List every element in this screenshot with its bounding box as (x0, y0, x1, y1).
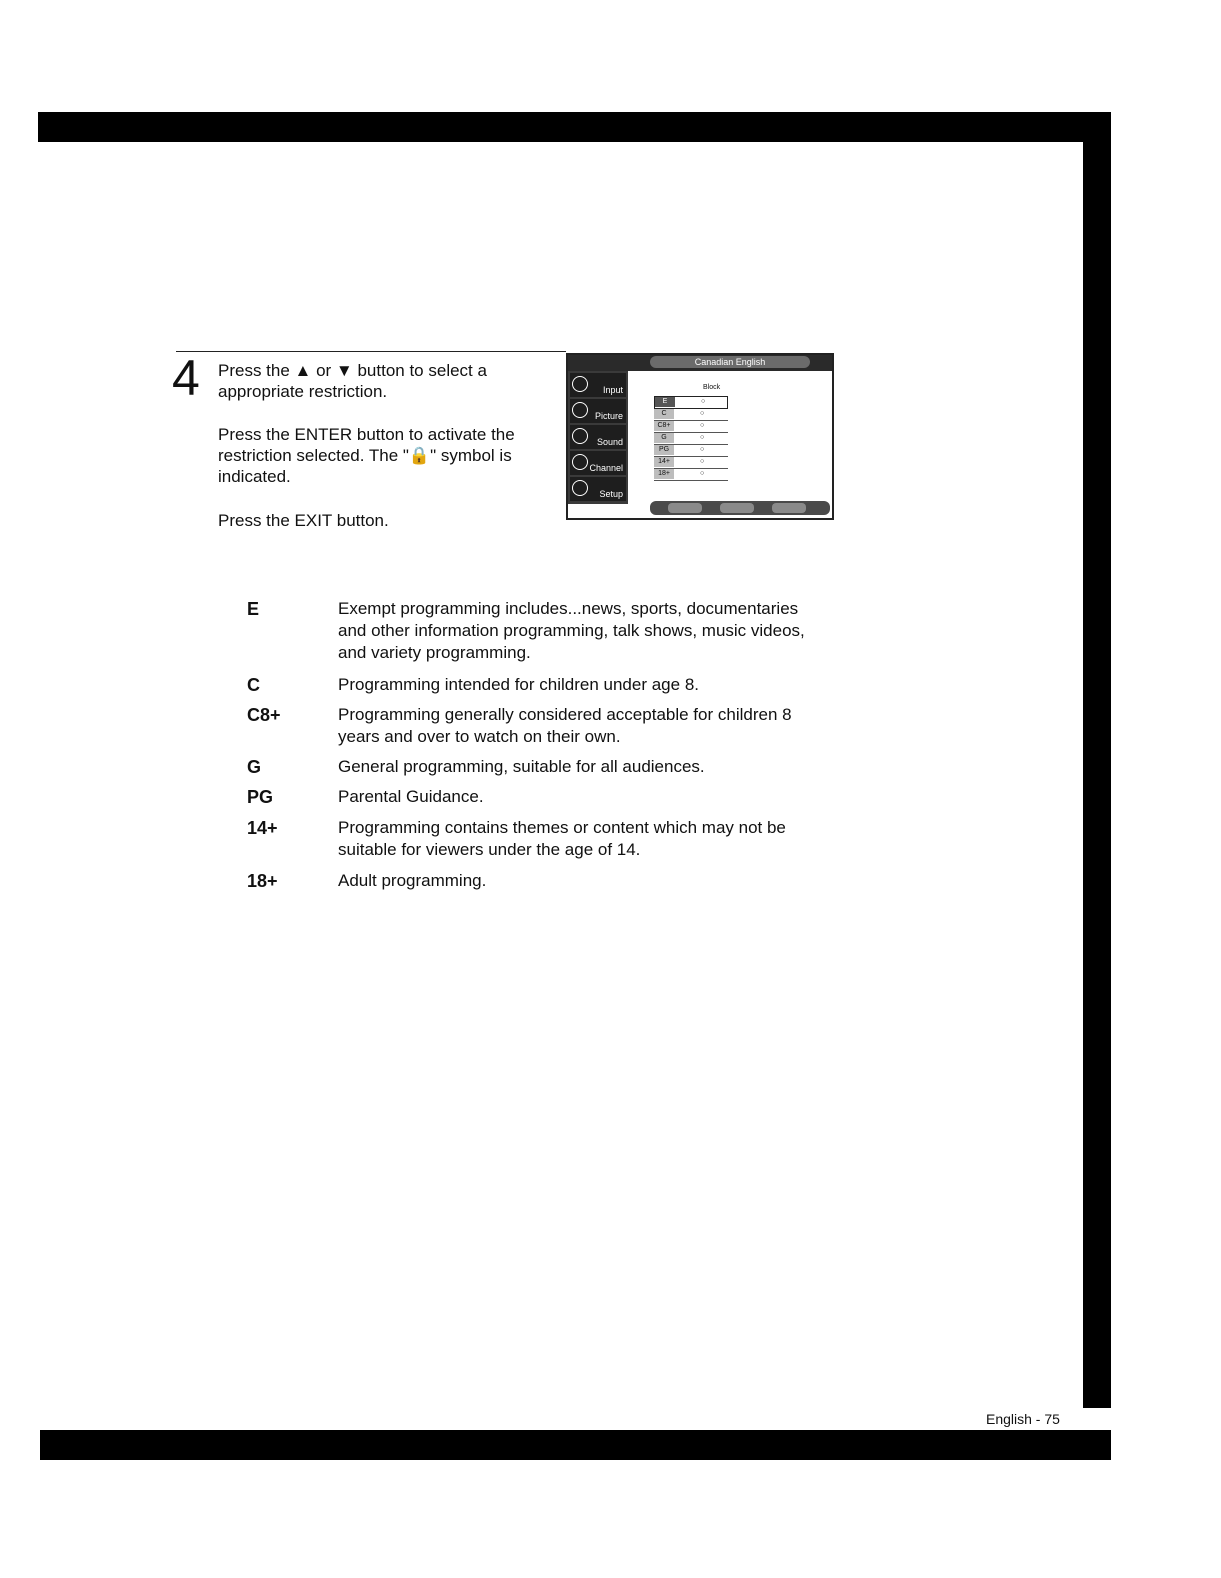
step-instruction-exit: Press the EXIT button. (218, 511, 389, 530)
rating-code-pg: PG (247, 787, 274, 807)
step-divider (176, 351, 566, 352)
lock-icon: ○ (700, 446, 705, 453)
rating-desc-18: Adult programming. (338, 871, 487, 890)
osd-menu-setup: Setup (570, 477, 626, 501)
osd-rating-row: 18+ ○ (654, 469, 728, 481)
osd-menu-channel: Channel (570, 451, 626, 475)
right-border-bar (1083, 112, 1111, 1408)
input-icon (572, 376, 588, 392)
setup-icon (572, 480, 588, 496)
rating-code-18: 18+ (247, 871, 278, 891)
rating-desc-c8: Programming generally considered acceptable for children 8 years and over to watch on their own. (338, 705, 792, 746)
bottom-border-bar (40, 1430, 1111, 1460)
osd-rating-row: G ○ (654, 433, 728, 445)
rating-code-g: G (247, 757, 262, 777)
osd-sidebar (568, 371, 628, 504)
osd-rating-row: E ○ (654, 396, 728, 409)
page-number: English - 75 (986, 1411, 1060, 1427)
rating-code-c8: C8+ (247, 705, 281, 725)
step-instruction-select: Press the ▲ or ▼ button to select a appropriate restriction. (218, 361, 487, 401)
rating-code-c: C (247, 675, 260, 695)
step-instruction-enter: Press the ENTER button to activate the restriction selected. The "🔒" symbol is indicated. (218, 425, 515, 486)
lock-icon: ○ (700, 458, 705, 465)
lock-icon: ○ (700, 410, 705, 417)
step-number: 4 (172, 350, 200, 406)
osd-footer-return (772, 503, 806, 513)
channel-icon (572, 454, 588, 470)
lock-icon: ○ (700, 470, 705, 477)
osd-rating-row: PG ○ (654, 445, 728, 457)
osd-footer-bar (650, 501, 830, 515)
osd-column-header: Block (703, 384, 721, 391)
osd-title: Canadian English (650, 356, 810, 368)
osd-title-bar (568, 355, 832, 371)
lock-icon: ○ (700, 422, 705, 429)
rating-desc-pg: Parental Guidance. (338, 787, 484, 806)
rating-code-14: 14+ (247, 818, 278, 838)
sound-icon (572, 428, 588, 444)
rating-desc-14: Programming contains themes or content which may not be suitable for viewers under the age of 14. (338, 818, 786, 859)
top-border-bar (38, 112, 1111, 142)
lock-icon: ○ (701, 398, 706, 405)
osd-rating-row: C ○ (654, 409, 728, 421)
rating-desc-g: General programming, suitable for all audiences. (338, 757, 705, 776)
rating-code-e: E (247, 599, 260, 619)
picture-icon (572, 402, 588, 418)
rating-desc-c: Programming intended for children under age 8. (338, 675, 699, 694)
osd-footer-enter (720, 503, 754, 513)
lock-icon: ○ (700, 434, 705, 441)
osd-menu-sound: Sound (570, 425, 626, 449)
tv-menu-screenshot (566, 353, 834, 520)
rating-desc-e: Exempt programming includes...news, sports, documentaries and other information programming, talk shows, music videos, and variety programming. (338, 599, 805, 662)
osd-rating-grid (654, 396, 728, 481)
osd-rating-row: C8+ ○ (654, 421, 728, 433)
osd-menu-input: Input (570, 373, 626, 397)
osd-rating-row: 14+ ○ (654, 457, 728, 469)
osd-footer-move (668, 503, 702, 513)
osd-menu-picture: Picture (570, 399, 626, 423)
